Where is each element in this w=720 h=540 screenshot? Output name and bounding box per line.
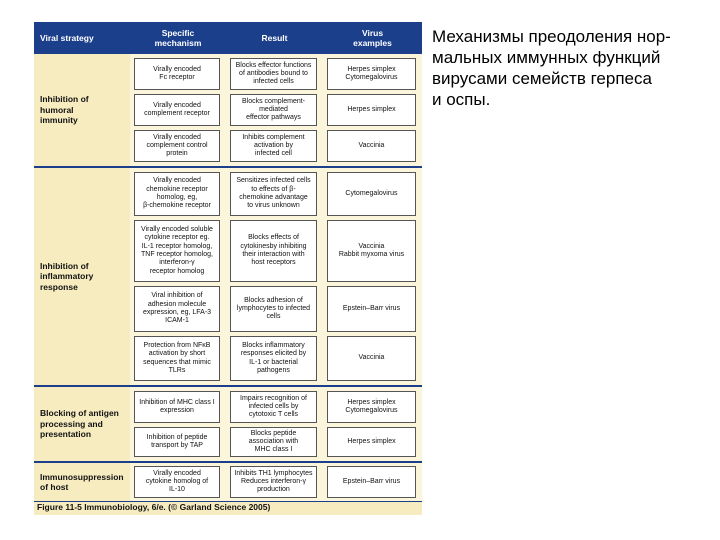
mechanism-cell: Protection from NFκB activation by short sequences that mimic TLRs xyxy=(134,336,220,381)
strategy-humoral: Inhibition of humoral immunity xyxy=(34,54,130,166)
virus-cell: Herpes simplex Cytomegalovirus xyxy=(327,391,416,423)
virus-cell: Herpes simplex Cytomegalovirus xyxy=(327,58,416,90)
mechanism-cell: Virally encoded cytokine homolog of IL-10 xyxy=(134,466,220,498)
mechanism-cell: Virally encoded complement control protein xyxy=(134,130,220,162)
virus-cell: Herpes simplex xyxy=(327,427,416,457)
result-cell: Blocks complement- mediated effector pathways xyxy=(230,94,317,126)
header-virus-examples: Virus examples xyxy=(323,22,422,54)
strategy-antigen: Blocking of antigen processing and presentation xyxy=(34,387,130,461)
mechanism-cell: Virally encoded chemokine receptor homolog, eg, β-chemokine receptor xyxy=(134,172,220,216)
figure-caption: Figure 11-5 Immunobiology, 6/e. (© Garland Science 2005) xyxy=(37,502,271,512)
virus-cell: Vaccinia Rabbit myxoma virus xyxy=(327,220,416,282)
virus-cell: Herpes simplex xyxy=(327,94,416,126)
virus-cell: Vaccinia xyxy=(327,130,416,162)
result-cell: Blocks effector functions of antibodies bound to infected cells xyxy=(230,58,317,90)
immunobiology-figure xyxy=(34,22,422,515)
result-cell: Blocks peptide association with MHC class I xyxy=(230,427,317,457)
result-cell: Blocks inflammatory responses elicited by IL-1 or bacterial pathogens xyxy=(230,336,317,381)
header-viral-strategy: Viral strategy xyxy=(34,22,130,54)
result-cell: Blocks adhesion of lymphocytes to infected cells xyxy=(230,286,317,332)
result-cell: Inhibits complement activation by infected cell xyxy=(230,130,317,162)
mechanism-cell: Inhibition of peptide transport by TAP xyxy=(134,427,220,457)
strategy-immunosuppression: Immunosuppression of host xyxy=(34,463,130,501)
mechanism-cell: Virally encoded complement receptor xyxy=(134,94,220,126)
slide-text: Механизмы преодоления нор- мальных иммунных функций вирусами семейств герпеса и оспы. xyxy=(432,27,671,109)
virus-cell: Cytomegalovirus xyxy=(327,172,416,216)
header-result: Result xyxy=(226,22,323,54)
result-cell: Inhibits TH1 lymphocytes Reduces interferon-γ production xyxy=(230,466,317,498)
virus-cell: Vaccinia xyxy=(327,336,416,381)
mechanism-cell: Virally encoded Fc receptor xyxy=(134,58,220,90)
result-cell: Blocks effects of cytokinesby inhibiting their interaction with host receptors xyxy=(230,220,317,282)
mechanism-cell: Viral inhibition of adhesion molecule expression, eg, LFA-3 ICAM-1 xyxy=(134,286,220,332)
strategy-inflammatory: Inhibition of inflammatory response xyxy=(34,168,130,385)
result-cell: Impairs recognition of infected cells by cytotoxic T cells xyxy=(230,391,317,423)
virus-cell: Epstein–Barr virus xyxy=(327,466,416,498)
virus-cell: Epstein–Barr virus xyxy=(327,286,416,332)
mechanism-cell: Inhibition of MHC class I expression xyxy=(134,391,220,423)
result-cell: Sensitizes infected cells to effects of β- chemokine advantage to virus unknown xyxy=(230,172,317,216)
mechanism-cell: Virally encoded soluble cytokine receptor eg. IL-1 receptor homolog, TNF receptor homolog, interferon-γ receptor homolog xyxy=(134,220,220,282)
header-specific-mechanism: Specific mechanism xyxy=(130,22,226,54)
